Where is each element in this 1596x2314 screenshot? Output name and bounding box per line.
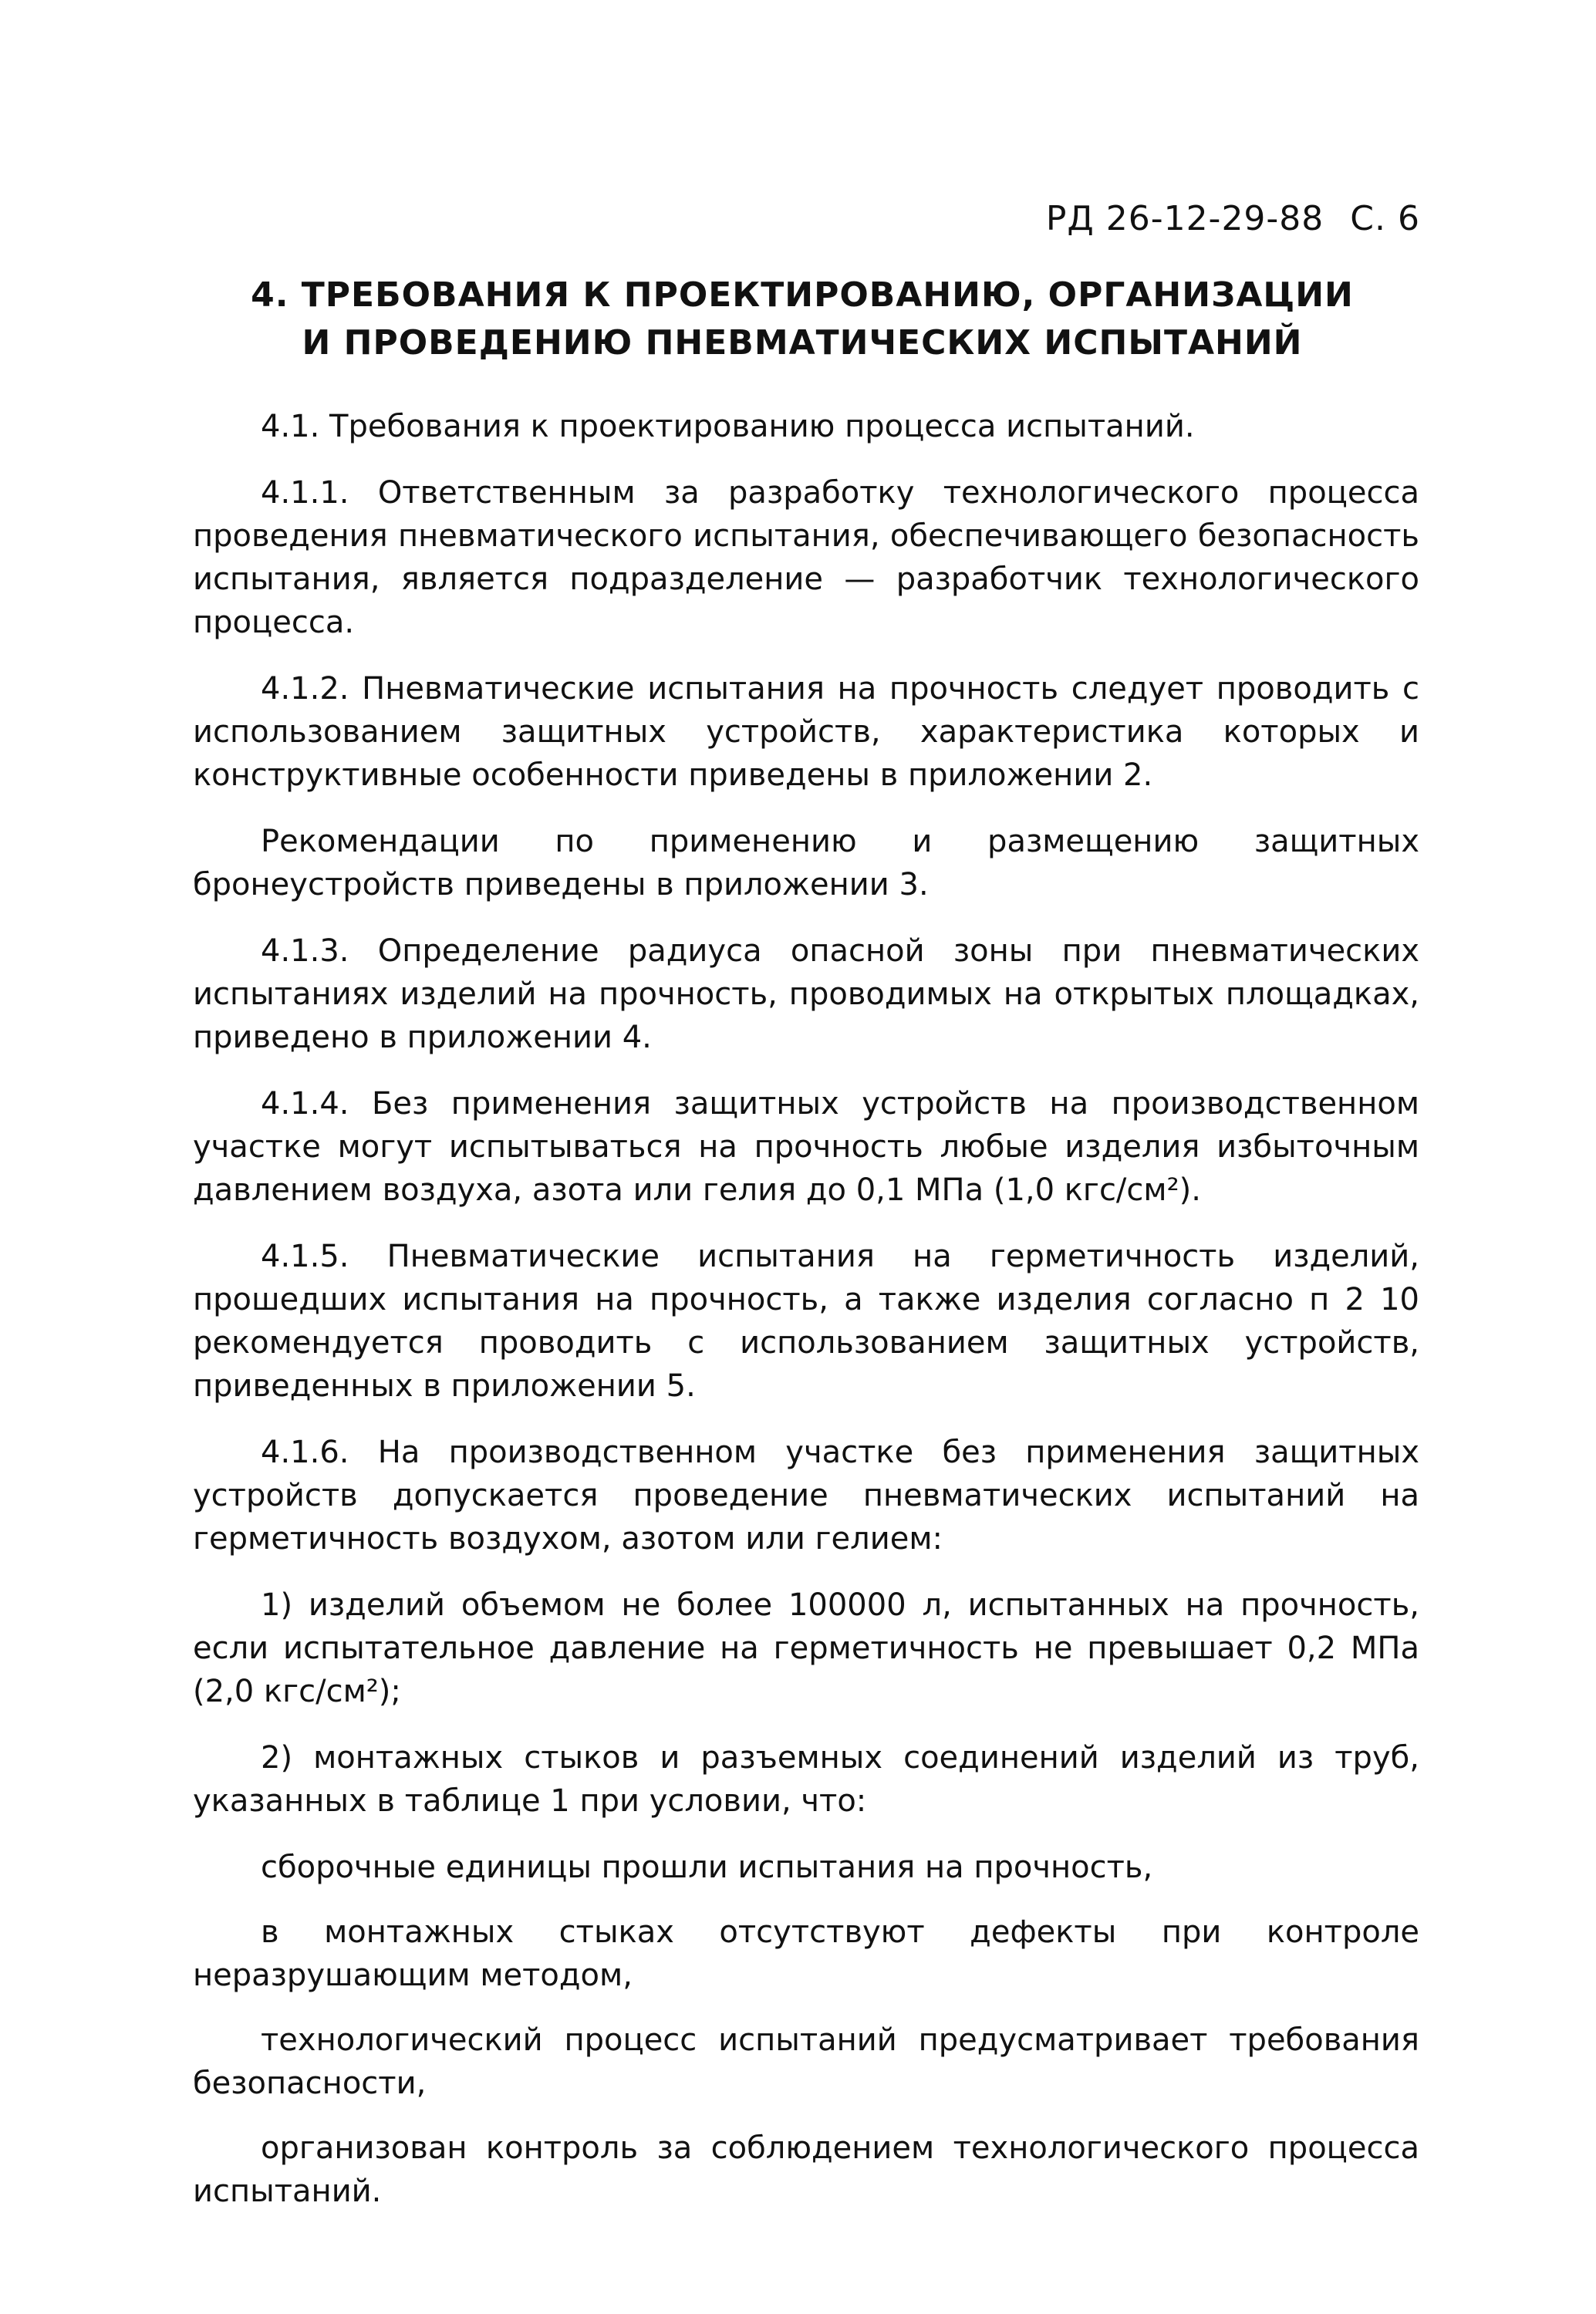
paragraph-4-1-2: 4.1.2. Пневматические испытания на прочность следует проводить с использованием защитных устройств, характеристика которых и конструктивные особенности приведены в приложении 2. bbox=[193, 671, 1419, 793]
section-title-line-1: 4. ТРЕБОВАНИЯ К ПРОЕКТИРОВАНИЮ, ОРГАНИЗАЦИИ bbox=[251, 275, 1354, 315]
condition-2: в монтажных стыках отсутствуют дефекты при контроле неразрушающим методом, bbox=[193, 1914, 1419, 1993]
condition-4: организован контроль за соблюдением технологического процесса испытаний. bbox=[193, 2130, 1419, 2209]
paragraph-4-1-4: 4.1.4. Без применения защитных устройств на производственном участке могут испытываться на прочность любые изделия избыточным давлением воздуха, азота или гелия до 0,1 МПа (1,0 кгс/см²). bbox=[193, 1086, 1419, 1208]
section-title-line-2: И ПРОВЕДЕНИЮ ПНЕВМАТИЧЕСКИХ ИСПЫТАНИЙ bbox=[302, 323, 1303, 363]
paragraph-4-1: 4.1. Требования к проектированию процесса испытаний. bbox=[261, 409, 1195, 444]
paragraph-4-1-6: 4.1.6. На производственном участке без применения защитных устройств допускается проведение пневматических испытаний на герметичность воздухом, азотом или гелием: bbox=[193, 1435, 1419, 1557]
page-number: С. 6 bbox=[1350, 199, 1420, 238]
list-item-2: 2) монтажных стыков и разъемных соединений изделий из труб, указанных в таблице 1 при условии, что: bbox=[193, 1740, 1419, 1819]
condition-1: сборочные единицы прошли испытания на прочность, bbox=[261, 1850, 1153, 1885]
document-code: РД 26-12-29-88 bbox=[1045, 199, 1324, 238]
page-header bbox=[1046, 199, 1420, 238]
condition-3: технологический процесс испытаний предусматривает требования безопасности, bbox=[193, 2022, 1419, 2101]
list-item-1: 1) изделий объемом не более 100000 л, испытанных на прочность, если испытательное давление на герметичность не превышает 0,2 МПа (2,0 кгс/см²); bbox=[193, 1587, 1419, 1709]
body-text bbox=[193, 405, 1419, 2235]
paragraph-4-1-1: 4.1.1. Ответственным за разработку технологического процесса проведения пневматического испытания, обеспечивающего безопасность испытания, является подразделение — разработчик технологического процесса. bbox=[193, 475, 1419, 640]
section-title bbox=[193, 272, 1412, 367]
paragraph-recommendations: Рекомендации по применению и размещению защитных бронеустройств приведены в приложении 3. bbox=[193, 824, 1419, 902]
paragraph-4-1-3: 4.1.3. Определение радиуса опасной зоны при пневматических испытаниях изделий на прочность, проводимых на открытых площадках, приведено в приложении 4. bbox=[193, 933, 1419, 1055]
paragraph-4-1-5: 4.1.5. Пневматические испытания на герметичность изделий, прошедших испытания на прочность, а также изделия согласно п 2 10 рекомендуется проводить с использованием защитных устройств, приведенных в приложении 5. bbox=[193, 1239, 1419, 1404]
